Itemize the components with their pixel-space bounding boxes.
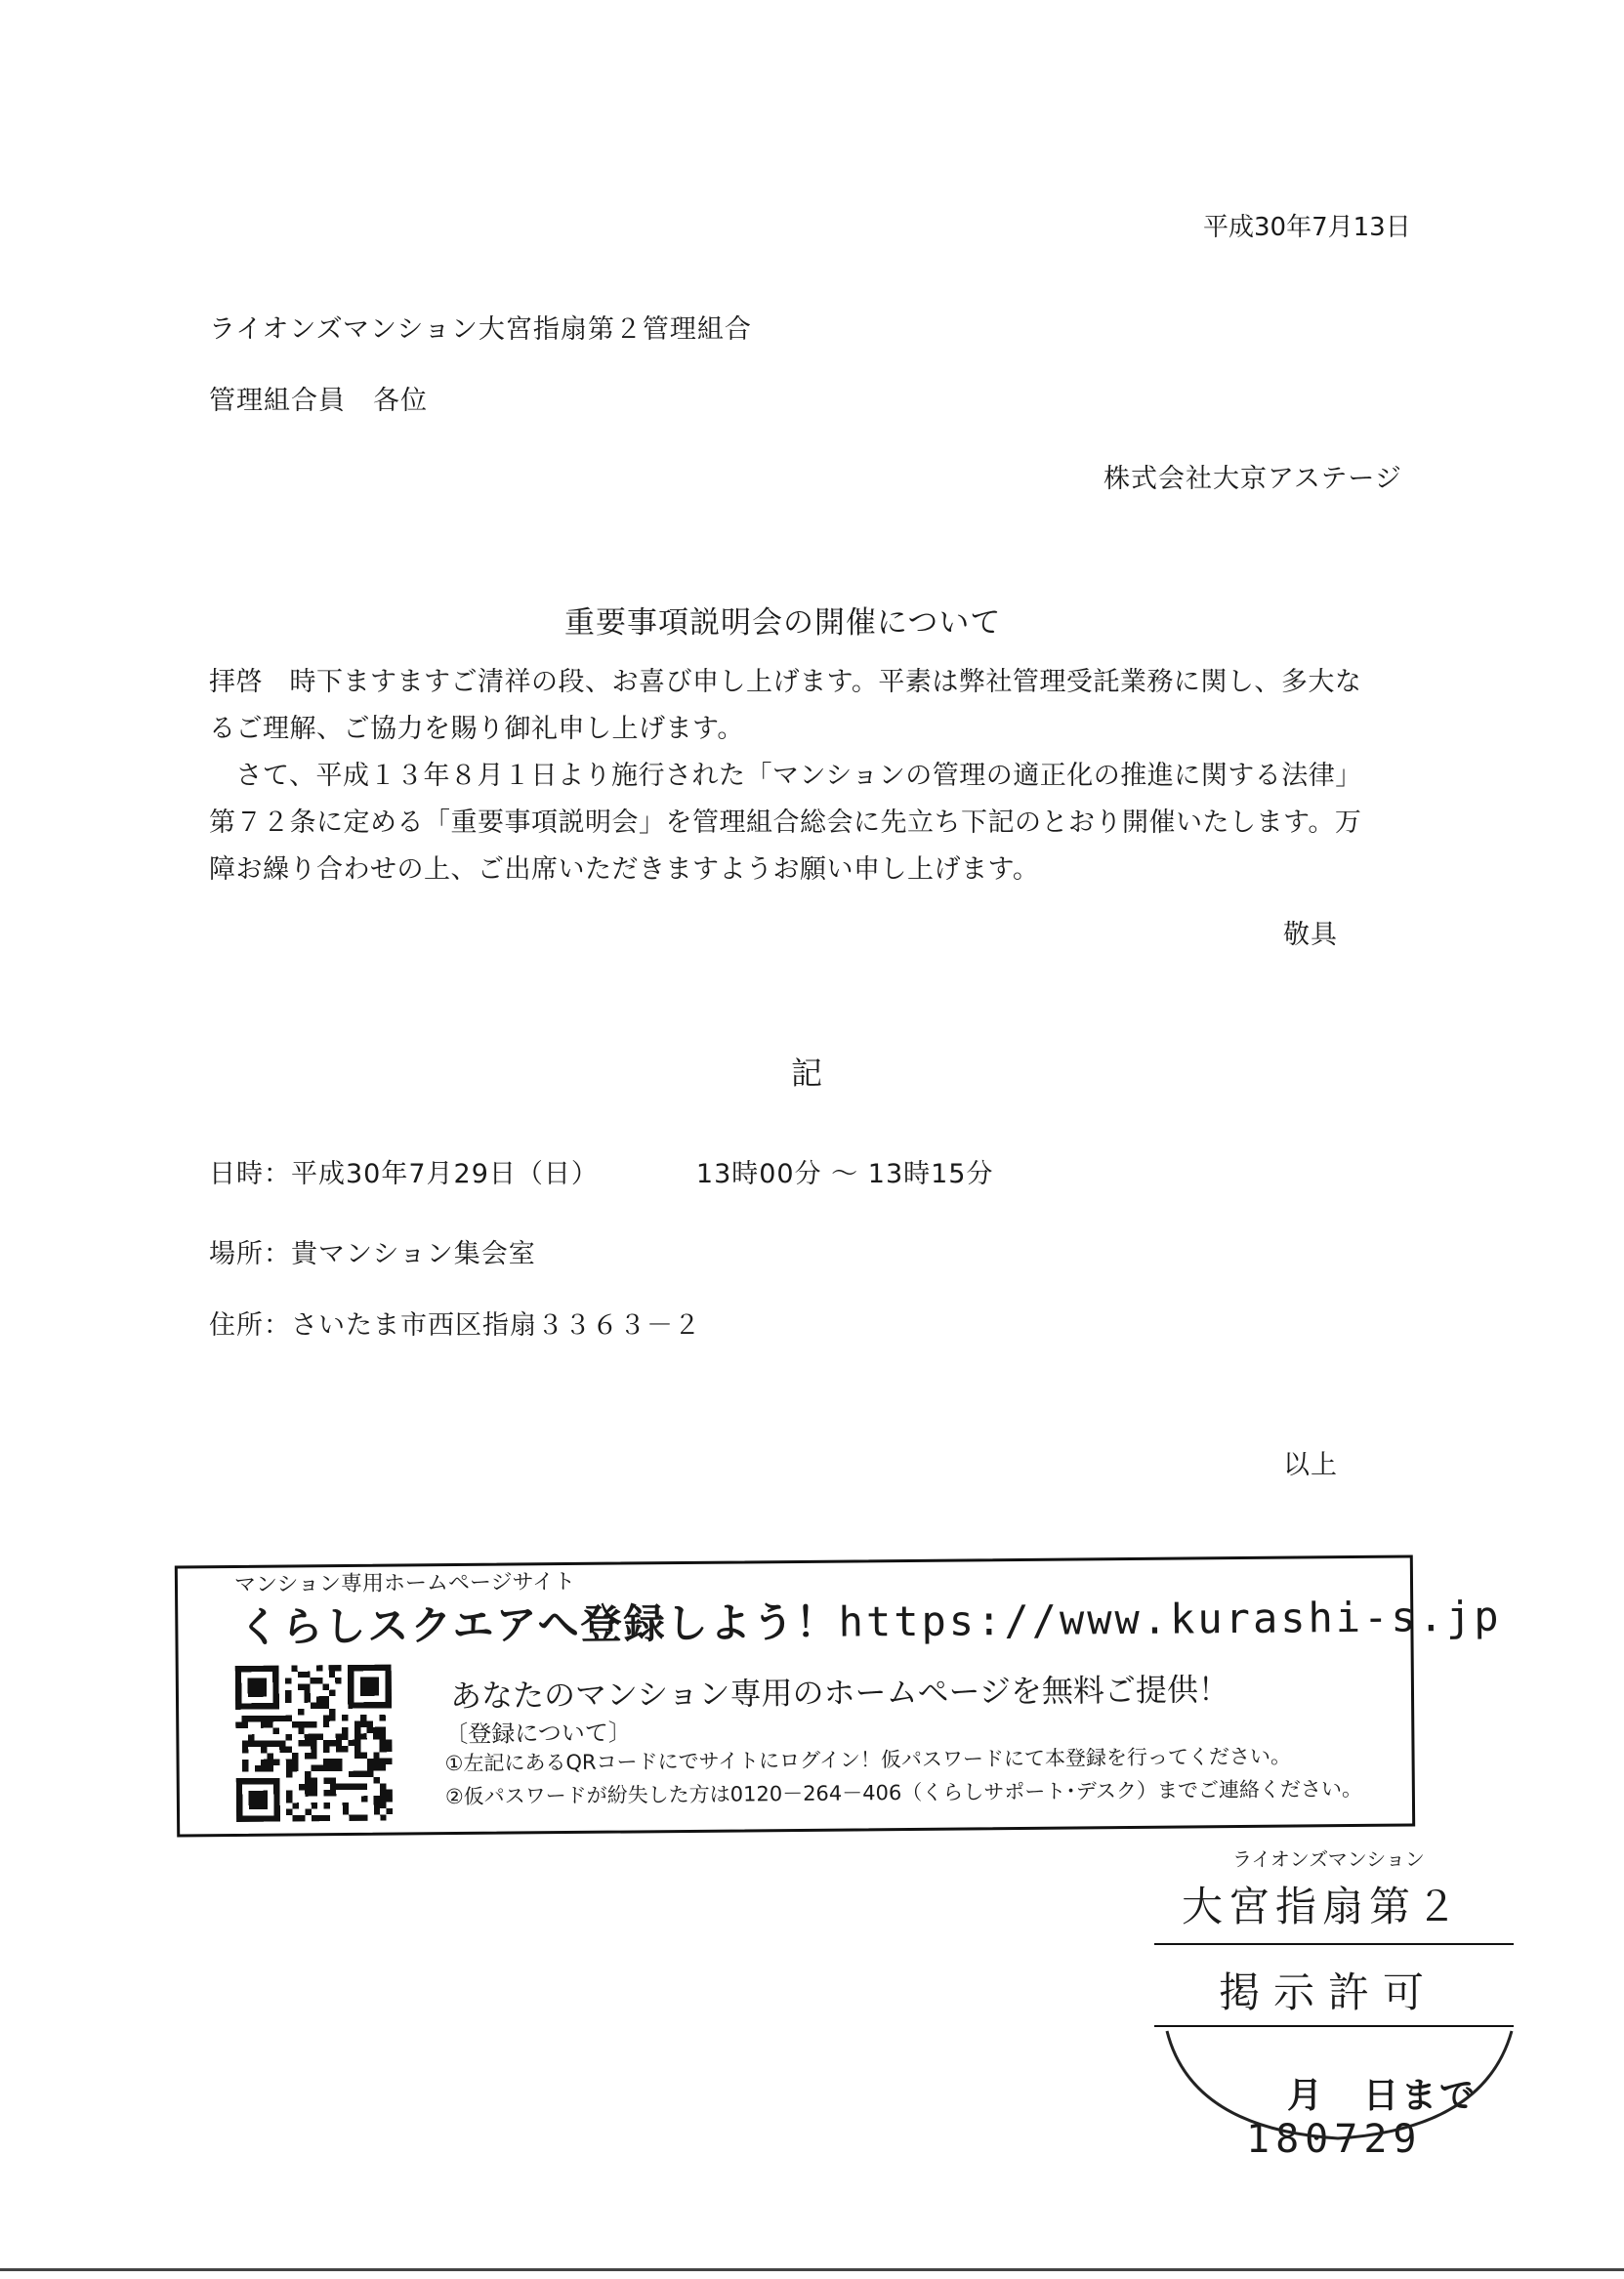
ad-note: ②仮パスワードが紛失した方は0120－264－406（くらしサポート･デスク）までご連絡ください。: [444, 1776, 1363, 1809]
qr-code-icon: [235, 1665, 393, 1822]
advertisement-box: [175, 1554, 1502, 1837]
ad-note: ①左記にあるQRコードにでサイトにログイン！仮パスワードにて本登録を行ってください。: [444, 1744, 1292, 1776]
stamp-permit: 掲示許可: [1219, 1968, 1438, 2016]
stamp-circle: [1133, 1836, 1543, 2148]
stamp-date-code: 180729: [1246, 2117, 1423, 2162]
sender-company: 株式会社大京アステージ: [1103, 464, 1402, 494]
recipients: 管理組合員 各位: [209, 386, 428, 416]
notice-heading: 記: [791, 1055, 823, 1092]
event-place: 場所：貴マンション集会室: [209, 1239, 536, 1269]
scan-edge: [0, 2268, 1624, 2271]
ad-offer: あなたのマンション専用のホームページを無料ご提供！: [449, 1671, 1230, 1716]
event-time: 13時00分 ～ 13時15分: [695, 1159, 994, 1189]
ad-headline-text: くらしスクエアへ登録しよう！: [238, 1597, 839, 1651]
ad-caption: マンション専用ホームページサイト: [233, 1569, 576, 1598]
document-date: 平成30年7月13日: [1203, 213, 1411, 242]
stamp-until: 月 日まで: [1287, 2075, 1478, 2116]
ad-headline: [238, 1585, 1502, 1654]
ad-subheading: 〔登録について〕: [444, 1719, 632, 1749]
body-line: 第７２条に定める「重要事項説明会」を管理組合総会に先立ち下記のとおり開催いたします。万: [209, 808, 1362, 838]
ad-url: https://www.kurashi-s.jp: [838, 1592, 1502, 1646]
event-date: 日時：平成30年7月29日（日）: [209, 1159, 599, 1189]
body-line: さて、平成１３年８月１日より施行された「マンションの管理の適正化の推進に関する法律」: [209, 761, 1362, 791]
closing-word: 敬具: [1283, 920, 1338, 950]
body-line: 拝啓 時下ますますご清祥の段、お喜び申し上げます。平素は弊社管理受託業務に関し、多大な: [209, 667, 1362, 697]
stamp-name: 大宮指扇第２: [1182, 1883, 1464, 1930]
body-line: 障お繰り合わせの上、ご出席いただきますようお願い申し上げます。: [209, 854, 1040, 885]
page-title: 重要事項説明会の開催について: [564, 605, 1002, 641]
event-address: 住所：さいたま市西区指扇３３６３－２: [209, 1310, 701, 1341]
end-mark: 以上: [1283, 1450, 1338, 1480]
event-datetime: [209, 1152, 993, 1190]
body-line: るご理解、ご協力を賜り御礼申し上げます。: [209, 714, 744, 744]
letter-body: [209, 659, 1420, 893]
addressee: ライオンズマンション大宮指扇第２管理組合: [209, 314, 752, 345]
stamp-building: ライオンズマンション: [1232, 1847, 1425, 1871]
